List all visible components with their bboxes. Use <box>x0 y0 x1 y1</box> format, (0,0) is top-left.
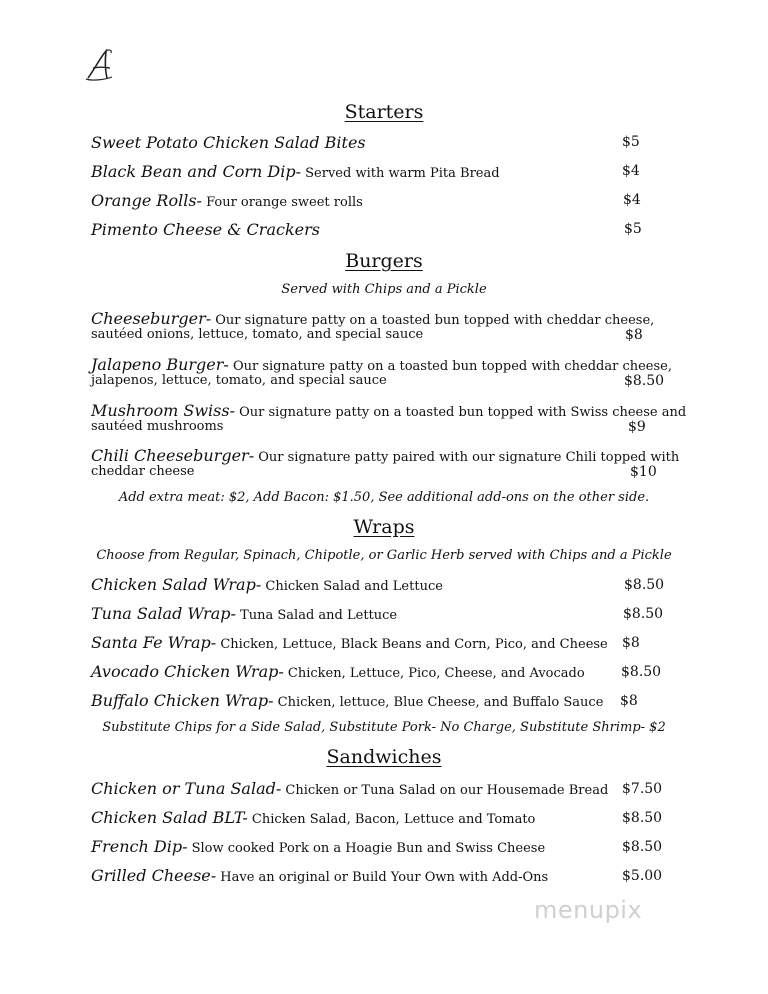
watermark: menupix <box>534 896 643 924</box>
item-description: Our signature patty on a toasted bun topped with cheddar cheese, <box>215 313 655 328</box>
item-price: $8.50 <box>623 606 664 622</box>
item-price: $5 <box>624 221 642 237</box>
item-description: Chicken Salad, Bacon, Lettuce and Tomato <box>251 812 536 827</box>
item-name: Santa Fe Wrap- <box>91 633 217 652</box>
menu-item <box>91 808 535 827</box>
section-subtitle: Served with Chips and a Pickle <box>281 282 487 297</box>
item-name: Pimento Cheese & Crackers <box>91 220 320 239</box>
item-price: $8.50 <box>624 373 665 389</box>
item-description: Chicken, Lettuce, Pico, Cheese, and Avocado <box>287 666 585 681</box>
menu-item <box>91 662 585 681</box>
script-a-logo-icon <box>84 48 116 82</box>
item-description: Our signature patty paired with our signature Chili topped with <box>258 450 680 465</box>
menu-item <box>91 401 686 420</box>
section-title-starters: Starters <box>344 101 424 123</box>
item-name: Chicken Salad Wrap- <box>91 575 262 594</box>
item-description-line2: sautéed mushrooms <box>91 419 224 434</box>
item-price: $8 <box>620 693 638 709</box>
logo <box>84 48 116 82</box>
section-subtitle: Choose from Regular, Spinach, Chipotle, or Garlic Herb served with Chips and a Pickle <box>96 548 672 563</box>
item-price: $8.50 <box>622 810 663 826</box>
item-description-line2: sautéed onions, lettuce, tomato, and special sauce <box>91 327 424 342</box>
item-description: Our signature patty on a toasted bun topped with Swiss cheese and <box>239 405 687 420</box>
item-name: Grilled Cheese- <box>91 866 217 885</box>
item-description: Chicken, Lettuce, Black Beans and Corn, Pico, and Cheese <box>220 637 608 652</box>
item-description: Chicken or Tuna Salad on our Housemade Bread <box>285 783 609 798</box>
item-description: Four orange sweet rolls <box>206 195 363 210</box>
item-name: Avocado Chicken Wrap- <box>91 662 284 681</box>
item-name: Mushroom Swiss- <box>91 401 235 420</box>
item-price: $8.50 <box>624 577 665 593</box>
item-description: Chicken, lettuce, Blue Cheese, and Buffalo Sauce <box>277 695 604 710</box>
menu-item <box>91 575 443 594</box>
item-name: Chili Cheeseburger- <box>91 446 255 465</box>
item-price: $8.50 <box>621 664 662 680</box>
menu-item <box>91 691 603 710</box>
item-name: Chicken Salad BLT- <box>91 808 248 827</box>
item-description-line2: jalapenos, lettuce, tomato, and special sauce <box>91 373 387 388</box>
item-description: Chicken Salad and Lettuce <box>265 579 443 594</box>
section-title-sandwiches: Sandwiches <box>326 746 442 768</box>
item-price: $8 <box>625 327 643 343</box>
section-title-burgers: Burgers <box>345 250 423 272</box>
menu-item <box>91 779 608 798</box>
item-price: $5.00 <box>622 868 663 884</box>
menu-item <box>91 220 320 239</box>
item-name: Chicken or Tuna Salad- <box>91 779 282 798</box>
menu-item <box>91 837 545 856</box>
item-price: $9 <box>628 419 646 435</box>
item-name: Buffalo Chicken Wrap- <box>91 691 274 710</box>
item-name: Cheeseburger- <box>91 309 212 328</box>
menu-item <box>91 633 608 652</box>
menu-item <box>91 866 548 885</box>
item-description: Have an original or Build Your Own with Add-Ons <box>220 870 549 885</box>
item-price: $4 <box>622 163 640 179</box>
item-description-line2: cheddar cheese <box>91 464 195 479</box>
item-name: Sweet Potato Chicken Salad Bites <box>91 133 366 152</box>
item-price: $4 <box>623 192 641 208</box>
item-price: $10 <box>630 464 657 480</box>
item-price: $5 <box>622 134 640 150</box>
section-note: Substitute Chips for a Side Salad, Substitute Pork- No Charge, Substitute Shrimp- $2 <box>102 720 666 735</box>
item-name: Black Bean and Corn Dip- <box>91 162 301 181</box>
item-price: $8 <box>622 635 640 651</box>
menu-item <box>91 309 654 328</box>
item-description: Slow cooked Pork on a Hoagie Bun and Swiss Cheese <box>191 841 546 856</box>
item-description: Our signature patty on a toasted bun topped with cheddar cheese, <box>232 359 672 374</box>
menu-item <box>91 446 679 465</box>
menu-item <box>91 191 363 210</box>
menu-item <box>91 162 500 181</box>
section-title-wraps: Wraps <box>353 516 415 538</box>
item-name: French Dip- <box>91 837 188 856</box>
menu-item <box>91 133 366 152</box>
item-name: Tuna Salad Wrap- <box>91 604 236 623</box>
item-name: Jalapeno Burger- <box>91 355 229 374</box>
item-name: Orange Rolls- <box>91 191 202 210</box>
menu-item <box>91 355 672 374</box>
item-description: Tuna Salad and Lettuce <box>240 608 398 623</box>
item-price: $8.50 <box>622 839 663 855</box>
item-description: Served with warm Pita Bread <box>305 166 500 181</box>
item-price: $7.50 <box>622 781 663 797</box>
menu-item <box>91 604 397 623</box>
section-note: Add extra meat: $2, Add Bacon: $1.50, See additional add-ons on the other side. <box>118 490 650 505</box>
